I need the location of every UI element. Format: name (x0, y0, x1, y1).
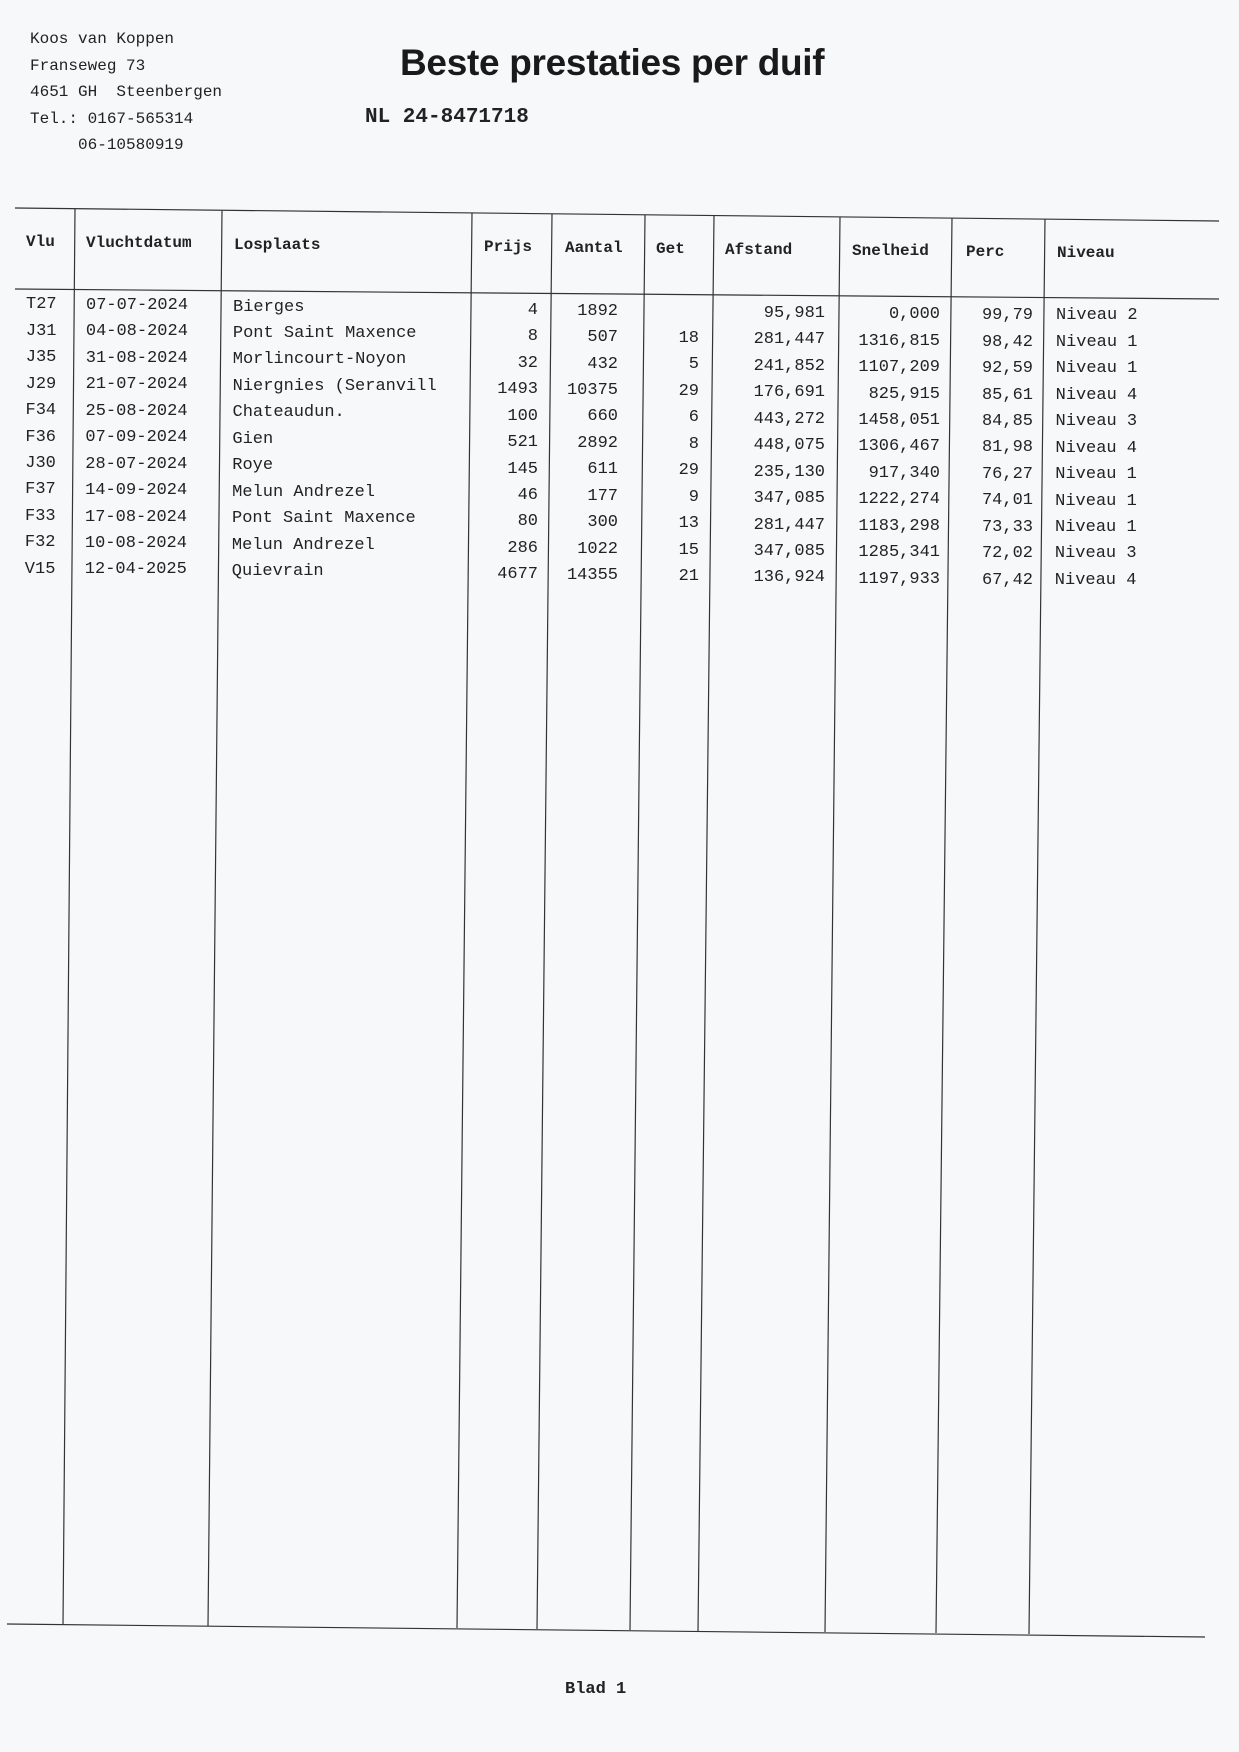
cell-snelheid: 0,000 (888, 305, 940, 325)
cell-vluchtdatum: 31-08-2024 (85, 348, 188, 368)
page-footer: Blad 1 (565, 1680, 627, 1699)
cell-vluchtdatum: 17-08-2024 (85, 507, 188, 527)
owner-phone: Tel.: 0167-565314 (30, 109, 194, 128)
cell-afstand: 281,447 (753, 515, 825, 535)
cell-aantal: 1022 (577, 539, 618, 559)
cell-snelheid: 917,340 (868, 463, 940, 483)
cell-vluchtdatum: 25-08-2024 (85, 401, 188, 421)
cell-perc: 81,98 (981, 438, 1033, 458)
cell-niveau: Niveau 2 (1056, 306, 1138, 326)
cell-niveau: Niveau 3 (1054, 544, 1137, 564)
header-losplaats: Losplaats (234, 235, 321, 254)
cell-losplaats: Pont Saint Maxence (232, 509, 416, 529)
cell-vlu: J35 (25, 348, 57, 368)
cell-aantal: 507 (587, 328, 618, 348)
cell-afstand: 235,130 (753, 462, 825, 482)
cell-prijs: 8 (527, 327, 538, 347)
cell-aantal: 14355 (566, 566, 618, 586)
cell-niveau: Niveau 4 (1055, 438, 1138, 458)
cell-snelheid: 1222,274 (858, 490, 940, 510)
cell-aantal: 611 (587, 460, 618, 480)
cell-vluchtdatum: 04-08-2024 (85, 322, 188, 342)
cell-aantal: 432 (587, 354, 618, 374)
cell-aantal: 177 (587, 486, 618, 506)
page-title: Beste prestaties per duif (400, 42, 825, 83)
cell-prijs: 286 (507, 538, 538, 558)
cell-perc: 92,59 (981, 359, 1033, 379)
cell-vlu: J29 (25, 374, 57, 394)
cell-vlu: J30 (25, 453, 56, 473)
ring-number: NL 24-8471718 (365, 106, 529, 129)
cell-aantal: 1892 (577, 301, 618, 321)
cell-prijs: 521 (507, 433, 538, 453)
cell-afstand: 347,085 (753, 541, 825, 561)
cell-perc: 76,27 (981, 464, 1033, 484)
cell-get: 8 (688, 434, 699, 454)
cell-snelheid: 1306,467 (858, 437, 940, 457)
cell-get: 13 (678, 514, 699, 534)
cell-losplaats: Chateaudun. (232, 403, 345, 423)
cell-aantal: 10375 (566, 381, 618, 401)
cell-get: 18 (678, 328, 699, 348)
cell-aantal: 2892 (577, 433, 618, 453)
cell-snelheid: 1183,298 (858, 516, 940, 536)
cell-afstand: 95,981 (763, 303, 825, 323)
cell-get: 6 (688, 408, 699, 428)
header-vlu: Vlu (26, 233, 55, 252)
cell-losplaats: Pont Saint Maxence (232, 323, 417, 343)
cell-perc: 85,61 (981, 385, 1033, 405)
cell-losplaats: Roye (232, 456, 274, 476)
cell-losplaats: Bierges (233, 297, 305, 317)
cell-losplaats: Niergnies (Seranvill (232, 376, 437, 396)
cell-snelheid: 1316,815 (858, 331, 940, 351)
cell-vluchtdatum: 07-07-2024 (86, 295, 189, 315)
cell-prijs: 4 (527, 300, 538, 320)
cell-niveau: Niveau 1 (1055, 332, 1138, 352)
cell-get: 29 (678, 461, 699, 481)
cell-vlu: V15 (24, 559, 56, 579)
cell-niveau: Niveau 3 (1055, 412, 1138, 432)
cell-vluchtdatum: 10-08-2024 (84, 533, 187, 553)
cell-prijs: 80 (517, 512, 538, 532)
cell-losplaats: Melun Andrezel (232, 482, 375, 502)
cell-get: 15 (678, 540, 699, 560)
cell-vlu: F32 (24, 533, 56, 553)
cell-vluchtdatum: 07-09-2024 (85, 428, 188, 448)
cell-snelheid: 1197,933 (858, 569, 940, 589)
cell-losplaats: Morlincourt-Noyon (232, 350, 407, 370)
cell-niveau: Niveau 1 (1055, 491, 1137, 511)
cell-prijs: 1493 (497, 380, 538, 400)
cell-vlu: J31 (25, 321, 57, 341)
cell-prijs: 100 (507, 406, 538, 426)
cell-niveau: Niveau 1 (1055, 359, 1138, 379)
cell-prijs: 145 (507, 459, 538, 479)
cell-aantal: 300 (587, 513, 618, 533)
header-aantal: Aantal (565, 239, 623, 258)
cell-losplaats: Gien (232, 429, 274, 449)
cell-get: 5 (688, 355, 699, 375)
owner-city: 4651 GH Steenbergen (30, 83, 223, 101)
cell-vlu: T27 (26, 295, 57, 315)
cell-vlu: F37 (25, 480, 56, 500)
header-get: Get (656, 240, 685, 259)
cell-prijs: 32 (517, 353, 538, 373)
cell-prijs: 4677 (497, 565, 538, 585)
cell-perc: 74,01 (981, 491, 1033, 511)
cell-perc: 67,42 (981, 570, 1033, 590)
cell-snelheid: 1285,341 (858, 543, 940, 563)
cell-get: 29 (678, 381, 699, 401)
cell-aantal: 660 (587, 407, 618, 427)
header-afstand: Afstand (725, 240, 793, 259)
cell-niveau: Niveau 4 (1055, 385, 1138, 405)
cell-niveau: Niveau 4 (1054, 570, 1137, 590)
cell-prijs: 46 (517, 485, 538, 505)
cell-losplaats: Melun Andrezel (231, 535, 375, 555)
cell-niveau: Niveau 1 (1055, 465, 1137, 485)
header-snelheid: Snelheid (852, 242, 929, 261)
cell-afstand: 448,075 (753, 436, 825, 456)
cell-afstand: 281,447 (753, 330, 825, 350)
header-perc: Perc (966, 243, 1005, 262)
cell-afstand: 176,691 (753, 383, 825, 403)
cell-vluchtdatum: 12-04-2025 (84, 560, 187, 580)
cell-get: 9 (688, 487, 699, 507)
cell-vlu: F33 (25, 506, 56, 526)
header-vluchtdatum: Vluchtdatum (86, 233, 192, 252)
cell-vluchtdatum: 14-09-2024 (85, 481, 188, 501)
cell-niveau: Niveau 1 (1055, 518, 1137, 537)
cell-perc: 72,02 (981, 544, 1033, 564)
cell-vluchtdatum: 21-07-2024 (85, 375, 188, 395)
owner-name: Koos van Koppen (30, 30, 175, 48)
cell-snelheid: 825,915 (868, 384, 940, 404)
cell-snelheid: 1458,051 (858, 410, 940, 430)
cell-vlu: F34 (25, 401, 57, 421)
cell-perc: 99,79 (981, 306, 1033, 326)
cell-vlu: F36 (25, 427, 56, 447)
cell-afstand: 241,852 (753, 356, 825, 376)
cell-afstand: 443,272 (753, 409, 825, 429)
cell-snelheid: 1107,209 (858, 358, 940, 378)
cell-perc: 84,85 (981, 411, 1033, 431)
owner-street: Franseweg 73 (30, 56, 146, 75)
cell-vluchtdatum: 28-07-2024 (85, 454, 188, 474)
owner-mobile: 06-10580919 (30, 136, 184, 154)
cell-losplaats: Quievrain (231, 562, 324, 582)
cell-get: 21 (678, 567, 699, 587)
header-prijs: Prijs (484, 238, 533, 257)
cell-perc: 73,33 (981, 517, 1033, 537)
cell-afstand: 136,924 (753, 568, 825, 588)
cell-afstand: 347,085 (753, 489, 825, 509)
cell-perc: 98,42 (981, 332, 1033, 352)
header-niveau: Niveau (1057, 244, 1115, 263)
